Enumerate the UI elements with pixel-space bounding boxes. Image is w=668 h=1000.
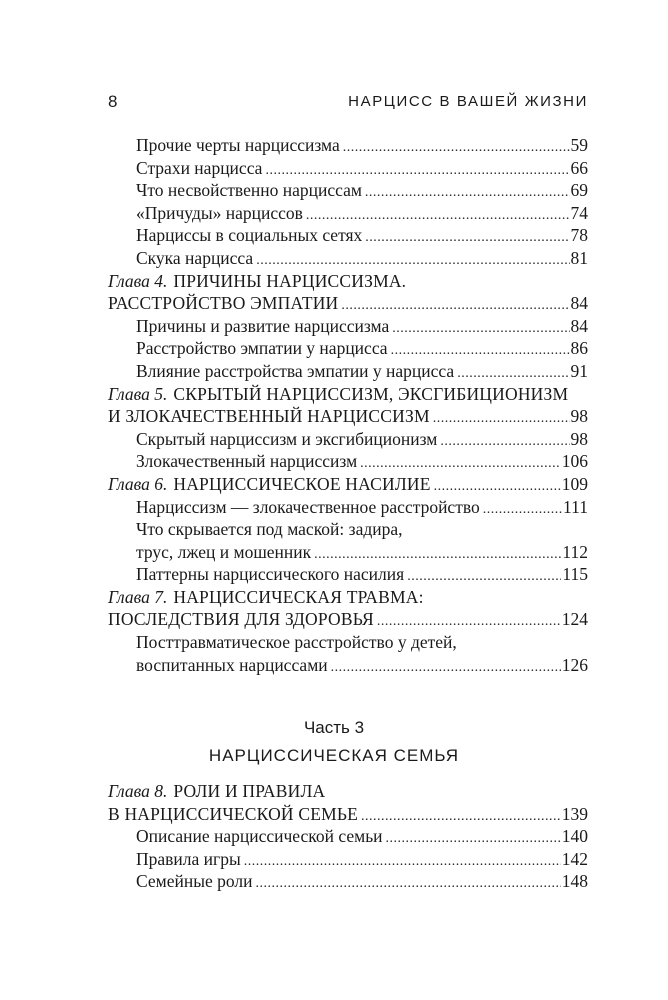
toc-entry-text: «Причуды» нарциссов	[136, 202, 303, 223]
toc-entry-title	[136, 631, 457, 654]
toc-entry-text: Что скрывается под маской: задира,	[136, 519, 403, 540]
toc-entry-text: Влияние расстройства эмпатии у нарцисса	[136, 360, 455, 381]
toc-page-number: 59	[570, 135, 588, 155]
toc-entry-title	[136, 428, 437, 451]
toc-entry-text: Страхи нарцисса	[136, 157, 263, 178]
toc-entry-text: Прочие черты нарциссизма	[136, 135, 340, 155]
toc-entry-title	[108, 270, 406, 293]
toc-entry-text: Правила игры	[136, 848, 241, 869]
toc-entry-title	[136, 541, 311, 564]
table-of-contents	[108, 134, 588, 676]
dot-leader	[483, 499, 562, 522]
toc-entry-text: Семейные роли	[136, 871, 253, 892]
chapter-label: Глава 8.	[108, 781, 168, 801]
toc-section-entry	[108, 450, 588, 473]
toc-entry-title	[108, 405, 430, 428]
toc-chapter-entry	[108, 780, 588, 803]
toc-entry-title	[136, 247, 253, 270]
toc-section-entry	[108, 496, 588, 519]
toc-entry-text: НАРЦИССИЧЕСКАЯ ТРАВМА:	[173, 586, 424, 607]
toc-entry-text: СКРЫТЫЙ НАРЦИССИЗМ, ЭКСГИБИЦИОНИЗМ	[173, 383, 569, 404]
dot-leader	[361, 806, 561, 829]
toc-section-entry	[108, 134, 588, 157]
toc-page-number: 126	[561, 654, 588, 675]
toc-section-entry	[108, 247, 588, 270]
toc-entry-title	[108, 803, 358, 826]
toc-entry-text: В НАРЦИССИЧЕСКОЙ СЕМЬЕ	[108, 803, 358, 824]
toc-section-entry	[108, 654, 588, 677]
part-title: НАРЦИССИЧЕСКАЯ СЕМЬЯ	[208, 746, 460, 765]
toc-section-entry	[108, 224, 588, 247]
toc-entry-text: Расстройство эмпатии у нарцисса	[136, 338, 388, 359]
toc-page-number: 84	[570, 315, 588, 336]
toc-entry-title	[108, 780, 325, 803]
dot-leader	[440, 431, 569, 454]
toc-entry-title	[136, 848, 241, 871]
toc-entry-title	[136, 157, 262, 180]
chapter-label: Глава 7.	[108, 586, 168, 607]
toc-entry-title	[136, 870, 253, 893]
toc-page-number: 106	[561, 451, 588, 472]
chapter-label: Глава 6.	[108, 473, 168, 494]
toc-entry-text: Причины и развитие нарциссизма	[136, 315, 390, 336]
toc-section-entry	[108, 870, 588, 893]
toc-page-number: 140	[561, 826, 588, 847]
toc-page-number: 98	[570, 406, 588, 427]
toc-entry-text: РАССТРОЙСТВО ЭМПАТИИ	[108, 293, 339, 314]
toc-entry-text: Нарциссы в социальных сетях	[136, 225, 363, 246]
toc-entry-text: Описание нарциссической семьи	[136, 826, 383, 847]
toc-entry-title	[108, 586, 424, 609]
toc-section-entry	[108, 202, 588, 225]
chapter-label: Глава 4.	[108, 270, 168, 291]
toc-entry-title	[108, 292, 338, 315]
toc-entry-text: Скрытый нарциссизм и эксгибиционизм	[136, 428, 438, 449]
dot-leader	[386, 828, 561, 851]
toc-entry-text: воспитанных нарциссами	[136, 654, 328, 675]
toc-entry-text: трус, лжец и мошенник	[136, 541, 312, 562]
toc-entry-title	[136, 450, 357, 473]
toc-entry-title	[136, 134, 340, 157]
toc-section-entry	[108, 825, 588, 848]
page-number: 8	[108, 92, 118, 111]
toc-page-number: 109	[561, 473, 588, 494]
table-of-contents-part-3	[108, 780, 588, 893]
toc-chapter-entry	[108, 473, 588, 496]
toc-entry-title	[136, 654, 328, 677]
part-number: Часть 3	[303, 718, 365, 737]
dot-leader	[331, 657, 561, 680]
toc-section-entry	[108, 518, 588, 541]
toc-entry-text: Посттравматическое расстройство у детей,	[136, 632, 457, 653]
toc-entry-text: НАРЦИССИЧЕСКОЕ НАСИЛИЕ	[173, 473, 431, 494]
toc-chapter-entry-continued	[108, 405, 588, 428]
toc-page-number: 111	[563, 496, 588, 517]
toc-page-number: 84	[570, 293, 588, 314]
toc-page-number: 81	[570, 247, 588, 268]
toc-entry-title	[136, 179, 362, 202]
toc-section-entry	[108, 848, 588, 871]
toc-entry-text: Что несвойственно нарциссам	[136, 180, 362, 201]
toc-page-number: 142	[561, 848, 588, 869]
toc-section-entry	[108, 428, 588, 451]
toc-entry-title	[108, 473, 431, 496]
dot-leader	[433, 408, 570, 431]
toc-entry-text: Злокачественный нарциссизм	[136, 451, 358, 472]
toc-entry-title	[108, 383, 568, 406]
toc-chapter-entry-continued	[108, 803, 588, 826]
toc-entry-text: ПОСЛЕДСТВИЯ ДЛЯ ЗДОРОВЬЯ	[108, 609, 374, 630]
toc-entry-title	[136, 202, 303, 225]
toc-chapter-entry	[108, 586, 588, 609]
toc-section-entry	[108, 337, 588, 360]
toc-entry-title	[136, 337, 388, 360]
toc-entry-title	[136, 496, 480, 519]
dot-leader	[343, 137, 570, 160]
dot-leader	[365, 227, 569, 250]
toc-chapter-entry	[108, 383, 588, 406]
toc-chapter-entry	[108, 270, 588, 293]
toc-page-number: 124	[561, 609, 588, 630]
toc-page-number: 69	[570, 180, 588, 201]
toc-entry-title	[136, 360, 454, 383]
dot-leader	[365, 182, 570, 205]
toc-entry-title	[136, 224, 362, 247]
toc-section-entry	[108, 631, 588, 654]
toc-page-number: 74	[570, 202, 588, 223]
chapter-label: Глава 5.	[108, 383, 168, 404]
toc-entry-text: И ЗЛОКАЧЕСТВЕННЫЙ НАРЦИССИЗМ	[108, 406, 430, 427]
toc-section-entry	[108, 157, 588, 180]
dot-leader	[244, 851, 561, 874]
toc-entry-title	[136, 825, 383, 848]
toc-section-entry	[108, 179, 588, 202]
toc-entry-text: ПРИЧИНЫ НАРЦИССИЗМА.	[173, 270, 407, 291]
toc-page-number: 139	[561, 803, 588, 824]
toc-page-number: 66	[570, 157, 588, 178]
toc-entry-title	[136, 315, 389, 338]
toc-entry-text: Скука нарцисса	[136, 247, 254, 268]
toc-entry-title	[136, 563, 404, 586]
toc-chapter-entry-continued	[108, 292, 588, 315]
toc-entry-title	[108, 608, 374, 631]
running-head: НАРЦИСС В ВАШЕЙ ЖИЗНИ	[348, 93, 588, 110]
toc-page-number: 78	[570, 225, 588, 246]
dot-leader	[407, 566, 561, 589]
toc-section-entry	[108, 360, 588, 383]
dot-leader	[256, 873, 561, 896]
toc-page-number: 148	[561, 871, 588, 892]
toc-entry-text: Нарциссизм — злокачественное расстройство	[136, 496, 480, 517]
toc-entry-title	[136, 518, 403, 541]
toc-page-number: 91	[570, 360, 588, 381]
dot-leader	[392, 318, 569, 341]
toc-entry-text: РОЛИ И ПРАВИЛА	[173, 781, 326, 801]
toc-section-entry	[108, 541, 588, 564]
toc-section-entry	[108, 563, 588, 586]
toc-entry-text: Паттерны нарциссического насилия	[136, 564, 405, 585]
toc-chapter-entry-continued	[108, 608, 588, 631]
toc-page-number: 112	[562, 541, 588, 562]
toc-page-number: 115	[562, 564, 588, 585]
toc-page-number: 86	[570, 338, 588, 359]
toc-page-number: 98	[570, 428, 588, 449]
toc-section-entry	[108, 315, 588, 338]
